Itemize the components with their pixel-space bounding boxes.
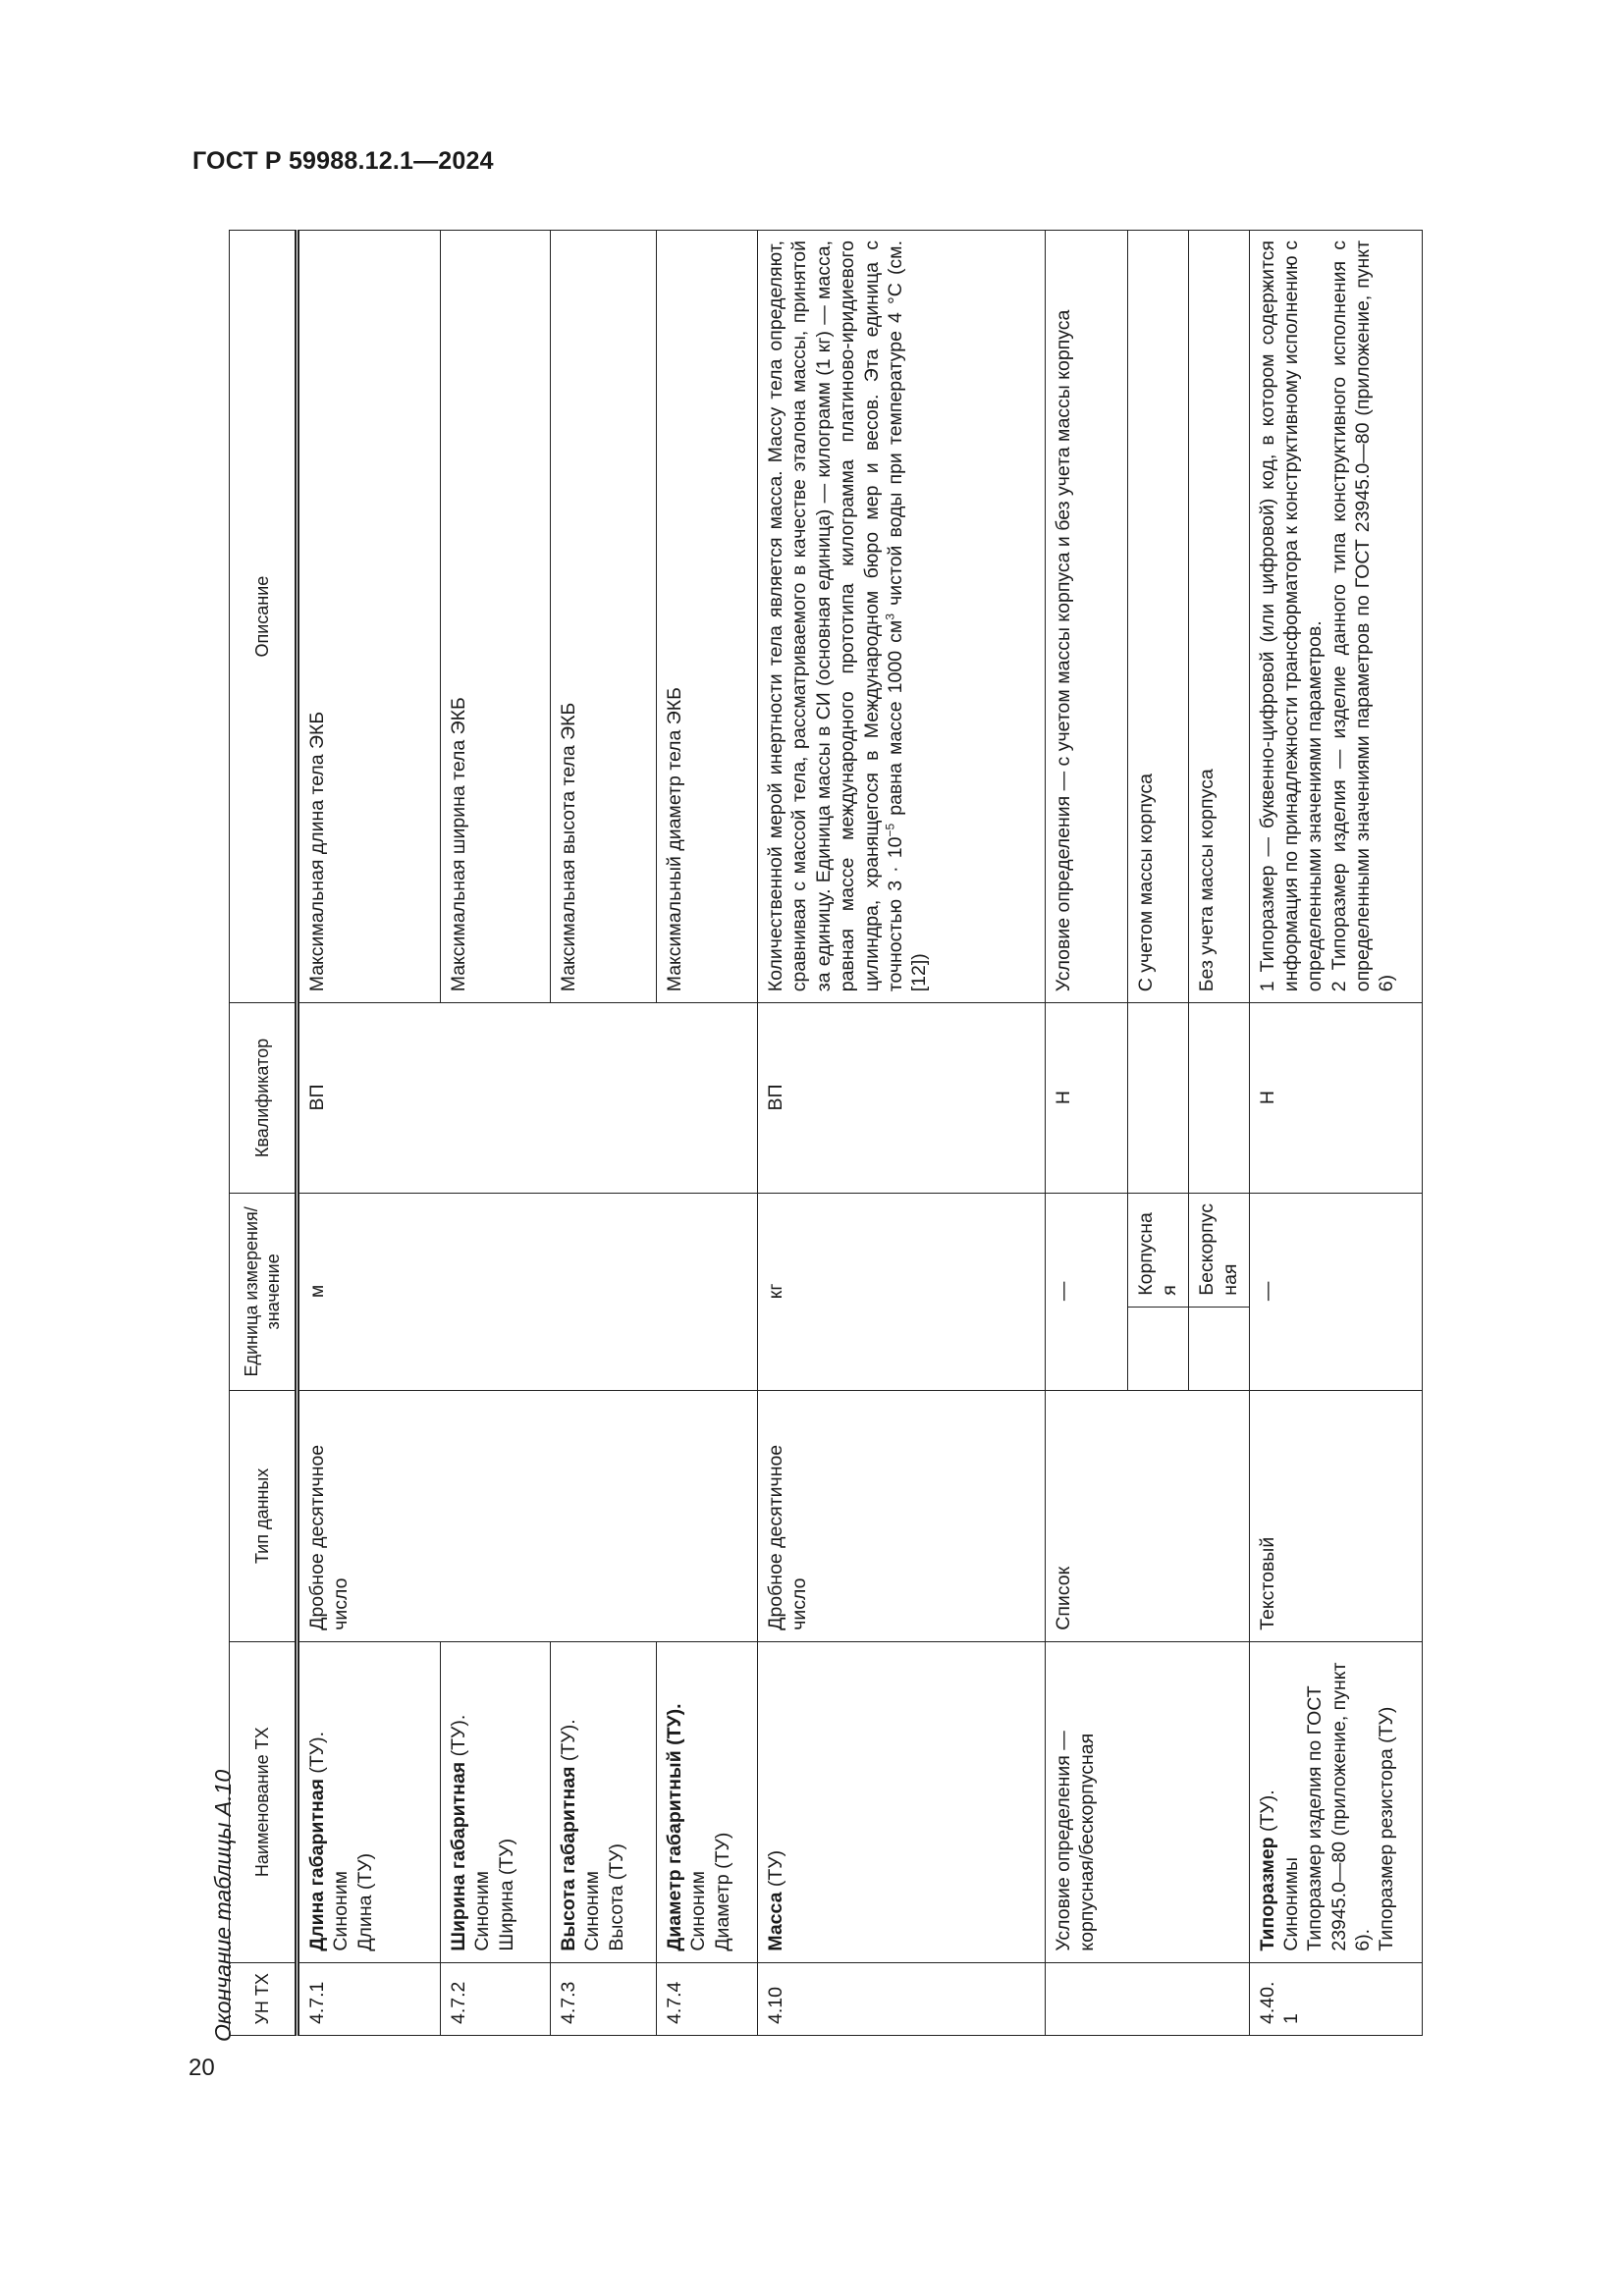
name-bold: Масса: [765, 1892, 786, 1951]
synonym: Типоразмер изделия по ГОСТ 23945.0—80 (приложение, пункт 6).: [1304, 1662, 1374, 1951]
name-bold: Высота габаритная: [558, 1766, 579, 1951]
cell-name: [551, 1641, 657, 1962]
cell-description: Максимальная ширина тела ЭКБ: [441, 231, 551, 1003]
cell-un: 4.7.2: [441, 1962, 551, 2035]
cell-name: [441, 1641, 551, 1962]
header-type: Тип данных: [230, 1390, 298, 1641]
description-paragraph: 1 Типоразмер — буквенно-цифровой (или цифровой) код, в котором содержится информация по принадлежности трансформатора к конструктивному исполнению с определенными значениями параметров.: [1256, 240, 1326, 992]
cell-un: 4.7.1: [298, 1962, 441, 2035]
cell-un: 4.7.4: [657, 1962, 758, 2035]
cell-data-type: Дробное десятичное число: [298, 1390, 758, 1641]
desc-part: чистой воды при температуре 4 °С (см. [12]): [884, 240, 931, 992]
cell-unit: —: [1046, 1193, 1128, 1390]
cell-name: [758, 1641, 1046, 1962]
cell-qualifier: [1188, 1003, 1249, 1194]
header-name: Наименование ТХ: [230, 1641, 298, 1962]
header-unit: Единица измерения/ значение: [230, 1193, 298, 1390]
desc-part: равна массе 1000 см: [884, 619, 906, 824]
cell-un: 4.40.1: [1249, 1962, 1422, 2035]
cell-un: 4.7.3: [551, 1962, 657, 2035]
cell-description: Максимальный диаметр тела ЭКБ: [657, 231, 758, 1003]
cell-option-description: Без учета массы корпуса: [1188, 231, 1249, 1003]
cell-option-value: Бескорпусная: [1188, 1193, 1249, 1307]
cell-unit: м: [298, 1193, 758, 1390]
page-number: 20: [189, 2055, 215, 2081]
table-row: [758, 231, 1046, 2036]
name-rest: (ТУ).: [306, 1731, 328, 1774]
synonym: Типоразмер резистора (ТУ): [1376, 1706, 1398, 1951]
table-row: [1249, 231, 1422, 2036]
cell-qualifier: Н: [1046, 1003, 1128, 1194]
cell-description: [758, 231, 1046, 1003]
cell-unit: —: [1249, 1193, 1422, 1390]
cell-option-value: Корпусная: [1128, 1193, 1189, 1307]
name-rest: (ТУ).: [558, 1719, 579, 1762]
name-bold: Типоразмер: [1256, 1837, 1278, 1951]
table-row: [1046, 231, 1128, 2036]
synonym: Ширина (ТУ): [495, 1838, 517, 1951]
cell-un: 4.10: [758, 1962, 1046, 2035]
desc-superscript: −5: [883, 823, 897, 837]
table-row: [298, 231, 441, 2036]
cell-unit-spacer: [1128, 1307, 1189, 1390]
cell-name: [1249, 1641, 1422, 1962]
desc-part: Количественной мерой инертности тела является масса. Массу тела определяют, сравнивая с массой тела, рассматриваемого в качестве эталона массы, принятой за единицу. Единица массы в СИ (основная единица) — килограмм (1 кг) — масса, равная массе международного прототипа килограмма платиново-иридиевого цилиндра, хранящегося в Международном бюро мер и весов. Эта единица с точностью 3 · 10: [765, 240, 906, 992]
name-bold: Длина габаритная: [306, 1779, 328, 1951]
characteristics-table: [229, 230, 1423, 2036]
cell-unit: кг: [758, 1193, 1046, 1390]
cell-data-type: Дробное десятичное число: [758, 1390, 1046, 1641]
cell-data-type: Список: [1046, 1390, 1250, 1641]
cell-name: Условие определения — корпусная/бескорпусная: [1046, 1641, 1250, 1962]
cell-description: Максимальная длина тела ЭКБ: [298, 231, 441, 1003]
cell-description: Максимальная высота тела ЭКБ: [551, 231, 657, 1003]
synonym: Высота (ТУ): [605, 1842, 627, 1951]
header-un: УН ТХ: [230, 1962, 298, 2035]
synonym-label: Синоним: [581, 1871, 604, 1951]
cell-qualifier: [1128, 1003, 1189, 1194]
desc-superscript: 3: [883, 613, 897, 620]
table-header-row: [230, 231, 298, 2036]
cell-name: [657, 1641, 758, 1962]
cell-option-description: С учетом массы корпуса: [1128, 231, 1189, 1003]
synonym: Диаметр (ТУ): [711, 1832, 733, 1951]
cell-qualifier: ВП: [758, 1003, 1046, 1194]
cell-unit-spacer: [1188, 1307, 1249, 1390]
name-bold: Диаметр габаритный (ТУ).: [664, 1703, 685, 1951]
name-rest: (ТУ): [765, 1849, 786, 1888]
header-description: Описание: [230, 231, 298, 1003]
synonym-label: Синонимы: [1279, 1856, 1302, 1951]
cell-un: [1046, 1962, 1250, 2035]
synonym-label: Синоним: [471, 1871, 494, 1951]
description-paragraph: 2 Типоразмер изделия — изделие данного типа конструктивного исполнения с определенными значениями параметров по ГОСТ 23945.0—80 (приложение, пункт 6): [1327, 240, 1398, 992]
header-qualifier: Квалификатор: [230, 1003, 298, 1194]
cell-description: [1249, 231, 1422, 1003]
name-rest: (ТУ).: [1256, 1789, 1278, 1832]
cell-data-type: Текстовый: [1249, 1390, 1422, 1641]
name-bold: Ширина габаритная: [448, 1761, 469, 1951]
name-rest: (ТУ).: [448, 1714, 469, 1757]
rotated-table-container: [229, 230, 1407, 2036]
document-header: ГОСТ Р 59988.12.1—2024: [192, 147, 494, 175]
table-caption: Окончание таблицы А.10: [210, 1769, 236, 2042]
cell-qualifier: Н: [1249, 1003, 1422, 1194]
cell-description: Условие определения — с учетом массы корпуса и без учета массы корпуса: [1046, 231, 1128, 1003]
synonym-label: Синоним: [687, 1871, 710, 1951]
cell-qualifier: ВП: [298, 1003, 758, 1194]
cell-name: [298, 1641, 441, 1962]
synonym-label: Синоним: [330, 1871, 352, 1951]
synonym: Длина (ТУ): [353, 1852, 376, 1951]
